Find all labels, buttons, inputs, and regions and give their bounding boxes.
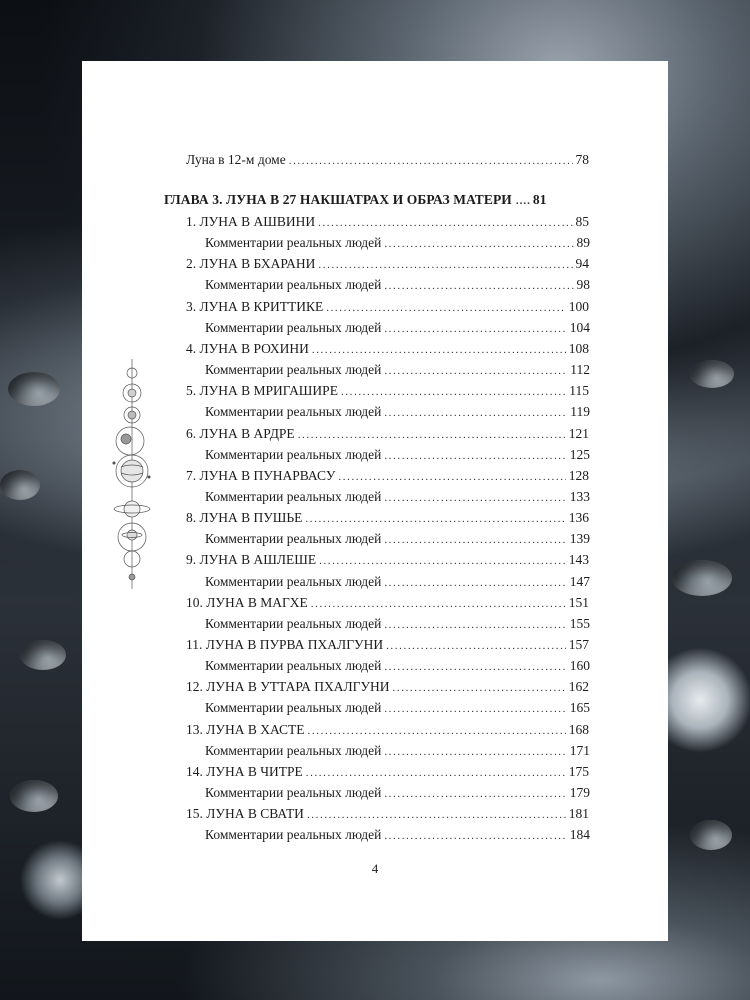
dot-leader [384, 362, 567, 380]
toc-comment-entry[interactable] [205, 615, 590, 634]
toc-section-entry[interactable] [186, 678, 589, 697]
dot-leader [384, 277, 573, 295]
toc-section-entry[interactable] [186, 805, 589, 824]
toc-section-page: 121 [568, 425, 589, 441]
toc-comment-page: 119 [570, 404, 590, 420]
toc-comment-entry[interactable] [205, 699, 590, 718]
toc-comment-label: Комментарии реальных людей [205, 235, 382, 251]
toc-section-label: 12. ЛУНА В УТТАРА ПХАЛГУНИ [186, 679, 390, 695]
toc-comment-page: 160 [569, 658, 590, 674]
toc-section-page: 151 [568, 594, 589, 610]
toc-section-label: 11. ЛУНА В ПУРВА ПХАЛГУНИ [186, 637, 384, 652]
toc-comment-entry[interactable] [205, 826, 590, 845]
toc-section-entry[interactable] [186, 763, 589, 782]
toc-section-entry[interactable] [186, 255, 589, 274]
toc-comment-entry[interactable] [205, 784, 590, 803]
dot-leader [384, 658, 566, 676]
dot-leader [307, 806, 566, 824]
page-number: 4 [371, 861, 379, 876]
toc-comment-page: 179 [569, 785, 590, 801]
dot-leader [338, 468, 565, 486]
toc-section-label: 6. ЛУНА В АРДРЕ [186, 425, 295, 441]
toc-section-label: 15. ЛУНА В СВАТИ [186, 806, 304, 822]
chapter-title: ГЛАВА 3. ЛУНА В 27 НАКШАТРАХ И ОБРАЗ МАТЕРИ [164, 192, 512, 207]
toc-section-entry[interactable] [186, 636, 589, 655]
dot-leader [384, 320, 566, 338]
toc-section-label: 9. ЛУНА В АШЛЕШЕ [186, 552, 317, 568]
toc-comment-page: 98 [576, 277, 590, 293]
crater [10, 780, 58, 812]
toc-section-entry[interactable] [186, 340, 589, 359]
dot-leader [312, 341, 566, 359]
toc-comment-label: Комментарии реальных людей [205, 319, 382, 335]
toc-section-label: 2. ЛУНА В БХАРАНИ [186, 256, 316, 272]
toc-comment-label: Комментарии реальных людей [205, 700, 382, 716]
toc-comment-entry[interactable] [205, 488, 590, 507]
toc-comment-label: Комментарии реальных людей [205, 362, 382, 378]
toc-section-page: 168 [568, 721, 589, 737]
dot-leader [384, 574, 566, 592]
toc-section-entry[interactable] [186, 467, 589, 486]
toc-section-label: 14. ЛУНА В ЧИТРЕ [186, 763, 303, 779]
toc-comment-label: Комментарии реальных людей [205, 446, 382, 462]
toc-comment-page: 147 [569, 573, 590, 589]
toc-comment-page: 89 [576, 235, 590, 251]
crater [8, 372, 60, 406]
dot-leader [341, 383, 566, 401]
toc-section-page: 100 [568, 298, 589, 314]
toc-section-page: 115 [569, 383, 589, 399]
toc-section-label: 4. ЛУНА В РОХИНИ [186, 340, 309, 356]
toc-section-page: 157 [568, 637, 589, 652]
toc-comment-label: Комментарии реальных людей [205, 658, 382, 674]
toc-entry-page: 78 [575, 152, 589, 167]
toc-comment-label: Комментарии реальных людей [205, 277, 382, 293]
dot-leader [393, 679, 566, 697]
toc-section-page: 181 [568, 806, 589, 822]
toc-comment-page: 171 [569, 742, 590, 758]
dot-leader [384, 447, 566, 465]
toc-comment-page: 184 [569, 827, 590, 843]
toc-section-page: 136 [568, 510, 589, 526]
toc-section-entry[interactable] [186, 594, 589, 613]
toc-comment-entry[interactable] [205, 319, 590, 338]
dot-leader [384, 404, 567, 422]
toc-section-entry[interactable] [186, 425, 589, 444]
toc-section-page: 143 [568, 552, 589, 568]
dot-leader [289, 152, 573, 170]
book-page [82, 61, 668, 941]
dot-leader [298, 426, 566, 444]
toc-comment-label: Комментарии реальных людей [205, 573, 382, 589]
dot-leader [384, 235, 573, 253]
toc-comment-page: 112 [570, 362, 590, 378]
dot-leader [384, 827, 566, 845]
toc-section-entry[interactable] [186, 213, 589, 232]
crater [672, 560, 732, 596]
toc-comment-label: Комментарии реальных людей [205, 615, 382, 631]
crater [0, 470, 40, 500]
toc-section-label: 10. ЛУНА В МАГХЕ [186, 594, 308, 610]
dot-leader [305, 510, 565, 528]
toc-comment-page: 125 [569, 446, 590, 462]
dot-leader [311, 595, 566, 613]
toc-section-label: 5. ЛУНА В МРИГАШИРЕ [186, 383, 338, 399]
toc-section-entry[interactable] [186, 721, 589, 740]
toc-comment-label: Комментарии реальных людей [205, 785, 382, 801]
dot-leader [516, 192, 531, 210]
toc-section-page: 128 [568, 467, 589, 483]
toc-comment-label: Комментарии реальных людей [205, 531, 382, 547]
planets-ornament-icon [104, 359, 160, 589]
dot-leader [384, 489, 566, 507]
toc-entry[interactable] [186, 151, 589, 170]
toc-comment-entry[interactable] [205, 573, 590, 592]
toc-chapter-heading[interactable] [164, 191, 589, 210]
toc-section-label: 3. ЛУНА В КРИТТИКЕ [186, 298, 324, 314]
toc-comment-entry[interactable] [205, 446, 590, 465]
toc-comment-entry[interactable] [205, 657, 590, 676]
toc-section-entry[interactable] [186, 509, 589, 528]
dot-leader [306, 764, 566, 782]
toc-comment-entry[interactable] [205, 361, 590, 380]
crater [20, 640, 66, 670]
toc-comment-entry[interactable] [205, 276, 590, 295]
toc-comment-page: 133 [569, 488, 590, 504]
toc-section-label: 7. ЛУНА В ПУНАРВАСУ [186, 467, 336, 483]
toc-comment-entry[interactable] [205, 742, 590, 761]
toc-section-label: 13. ЛУНА В ХАСТЕ [186, 721, 305, 737]
dot-leader [308, 722, 566, 740]
toc-entry-label: Луна в 12-м доме [186, 152, 286, 167]
dot-leader [384, 700, 566, 718]
chapter-page: 81 [532, 192, 547, 207]
toc-comment-page: 139 [569, 531, 590, 547]
toc-comment-page: 104 [569, 319, 590, 335]
dot-leader [318, 256, 572, 274]
toc-comment-entry[interactable] [205, 403, 590, 422]
toc-section-entry[interactable] [186, 382, 589, 401]
toc-section-entry[interactable] [186, 298, 589, 317]
toc-section-page: 162 [568, 679, 589, 695]
toc-section-label: 8. ЛУНА В ПУШЬЕ [186, 510, 303, 526]
toc-section-page: 175 [568, 763, 589, 779]
dot-leader [326, 299, 566, 317]
toc-section-page: 108 [568, 340, 589, 356]
toc-comment-label: Комментарии реальных людей [205, 488, 382, 504]
toc-section-label: 1. ЛУНА В АШВИНИ [186, 214, 316, 229]
crater [690, 360, 734, 388]
toc-section-page: 85 [575, 214, 589, 229]
dot-leader [318, 214, 572, 232]
crater [690, 820, 732, 850]
dot-leader [384, 785, 566, 803]
dot-leader [384, 531, 566, 549]
toc-comment-page: 155 [569, 615, 590, 631]
toc-comment-label: Комментарии реальных людей [205, 827, 382, 843]
dot-leader [384, 743, 566, 761]
toc-comment-label: Комментарии реальных людей [205, 742, 382, 758]
dot-leader [319, 552, 566, 570]
toc-comment-page: 165 [569, 700, 590, 716]
toc-comment-entry[interactable] [205, 234, 590, 253]
dot-leader [386, 637, 566, 655]
toc-section-entry[interactable] [186, 551, 589, 570]
toc-comment-label: Комментарии реальных людей [205, 404, 382, 420]
dot-leader [384, 616, 566, 634]
toc-comment-entry[interactable] [205, 530, 590, 549]
toc-section-page: 94 [575, 256, 589, 272]
